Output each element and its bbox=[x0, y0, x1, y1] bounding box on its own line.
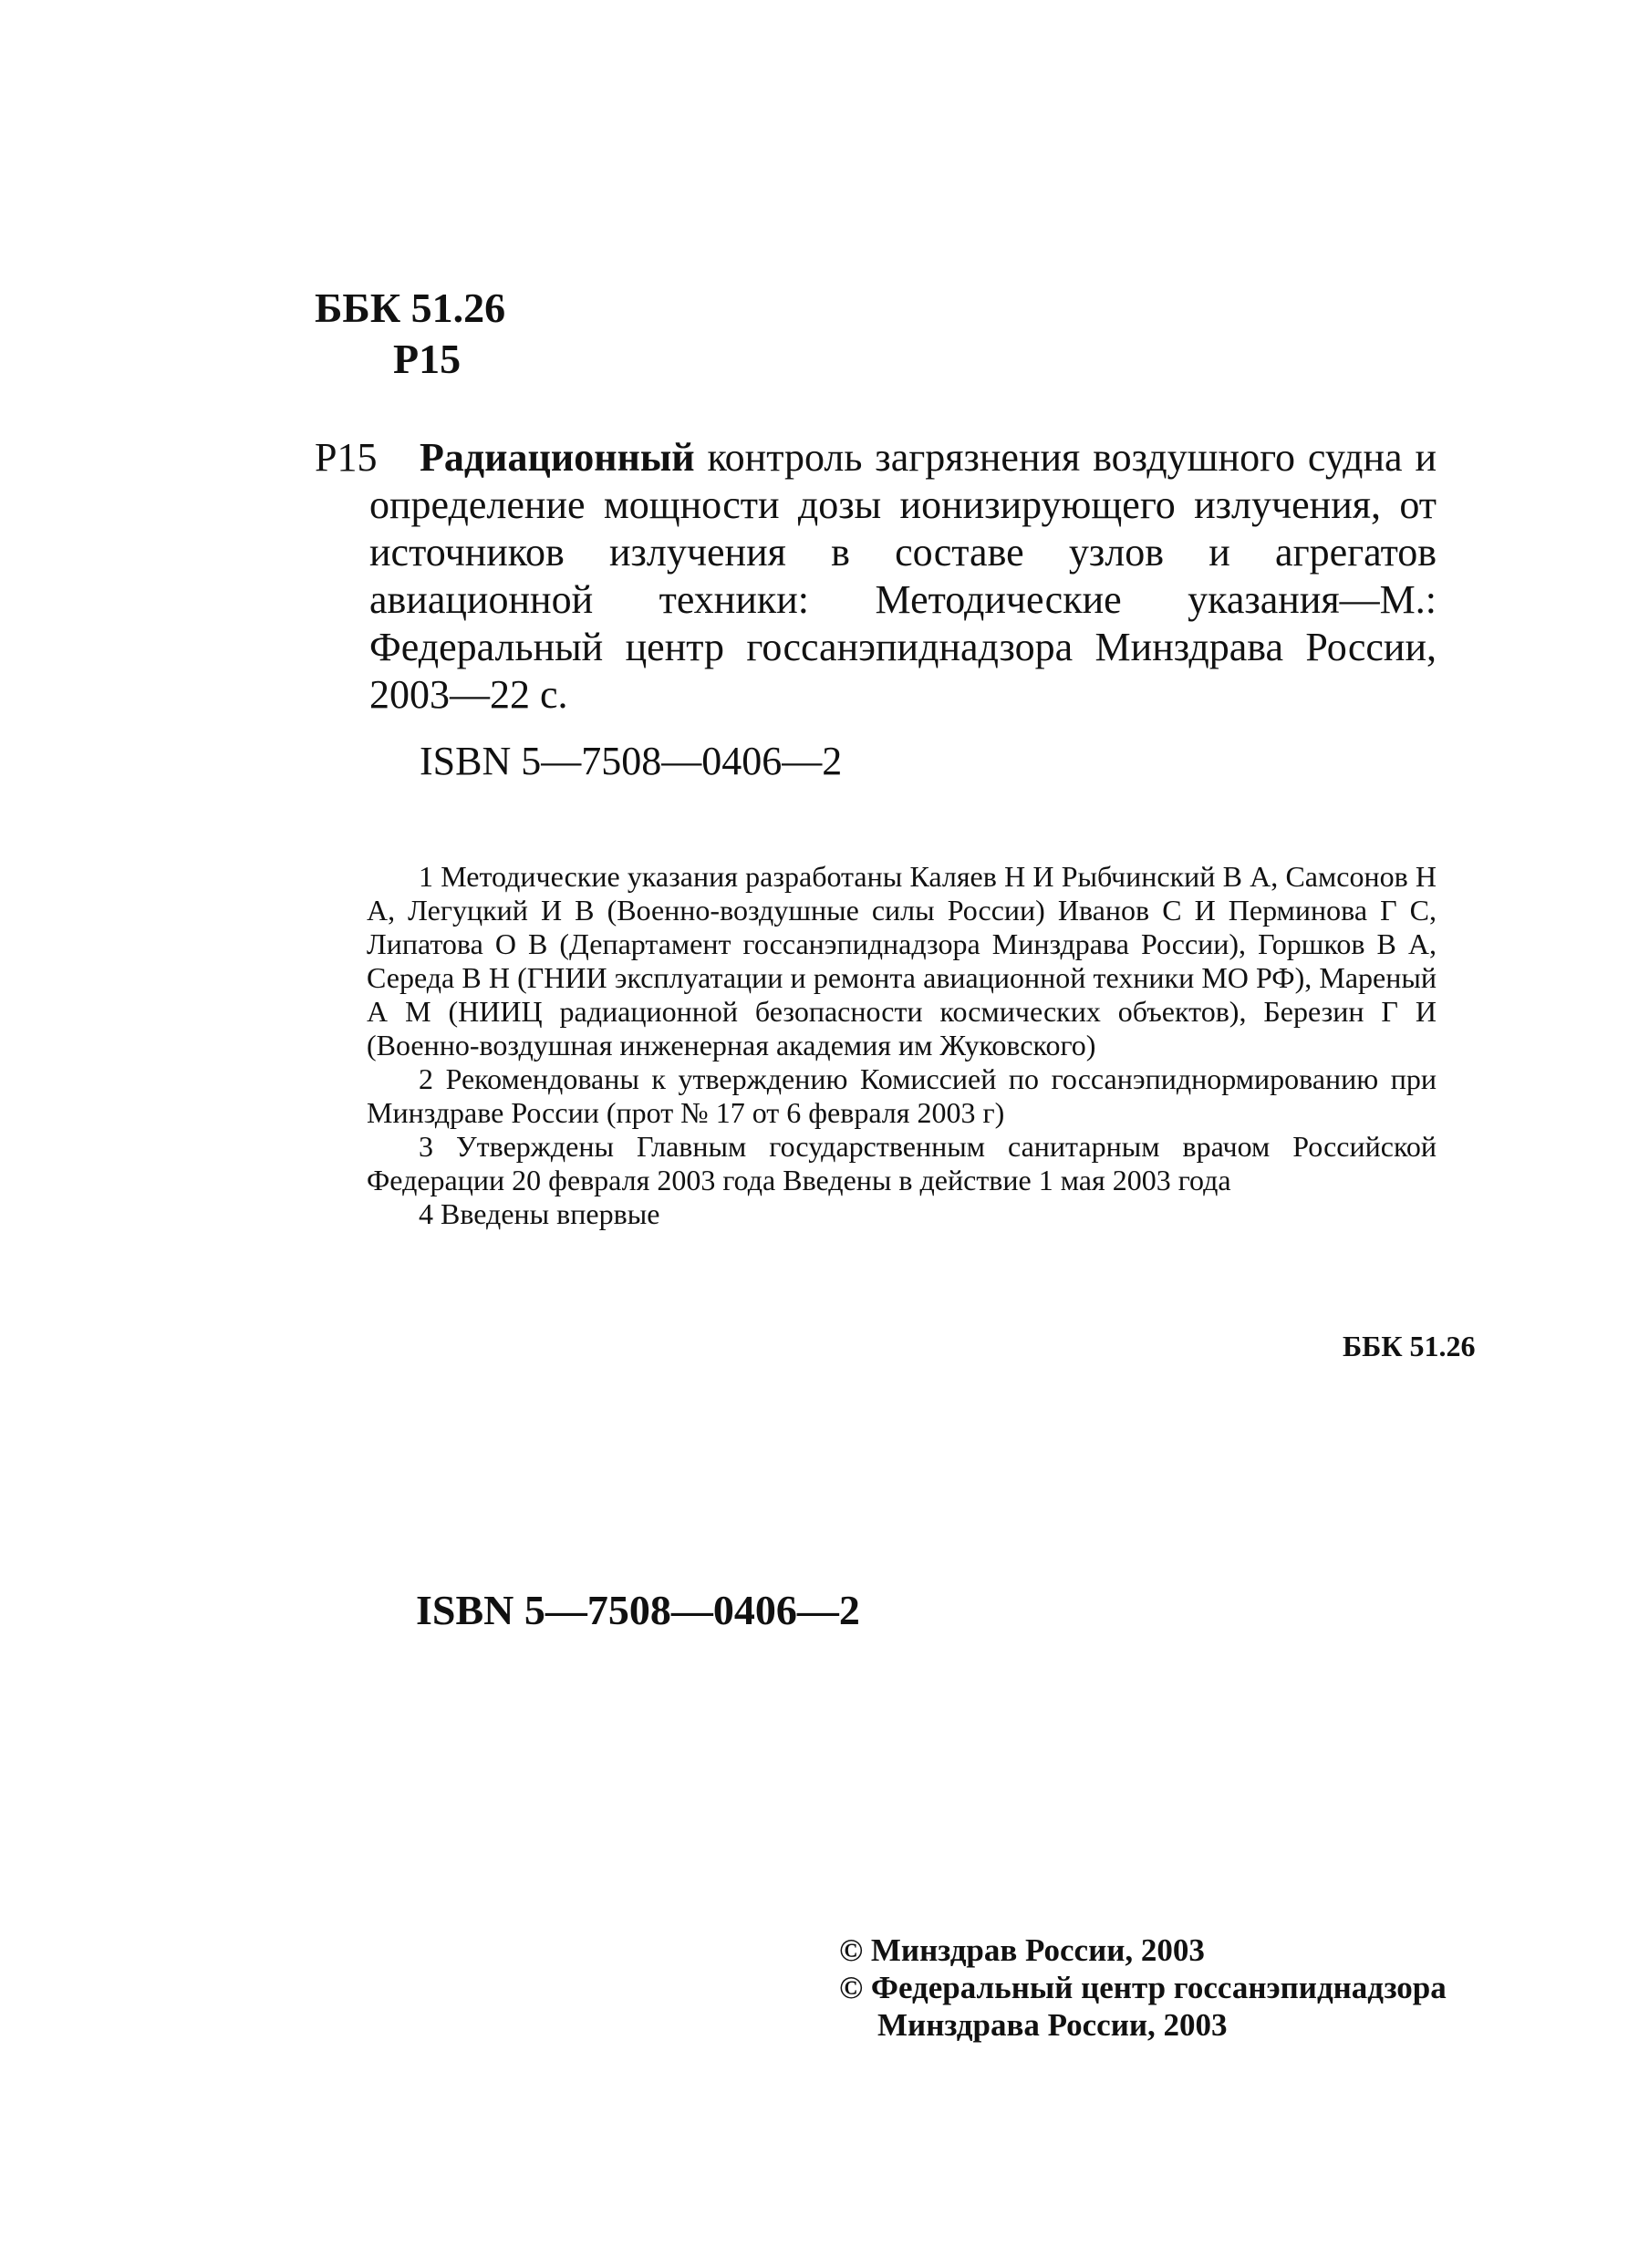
copyright-line: © Минздрав России, 2003 bbox=[839, 1932, 1205, 1968]
copyright-block bbox=[839, 1931, 1447, 2044]
note-item: 1 Методические указания разработаны Каляев Н И Рыбчинский В А, Самсонов Н А, Легуцкий И В (Военно-воздушные силы России) Иванов С И Перминова Г С, Липатова О В (Департамент госсанэпиднадзора Минздрава России), Горшков В А, Середа В Н (ГНИИ эксплуатации и ремонта авиационной техники МО РФ), Мареный А М (НИИЦ радиационной безопасности космических объектов), Березин Г И (Военно-воздушная инженерная академия им Жуковского) bbox=[367, 860, 1437, 1062]
bbk-index-header bbox=[315, 283, 505, 385]
bbk-footer: ББК 51.26 bbox=[1343, 1330, 1476, 1362]
isbn-footer: ISBN 5—7508—0406—2 bbox=[416, 1587, 860, 1633]
note-item: 2 Рекомендованы к утверждению Комиссией по госсанэпиднормированию при Минздраве России (прот № 17 от 6 февраля 2003 г) bbox=[367, 1062, 1437, 1129]
catalog-entry bbox=[315, 434, 1437, 719]
copyright-line: Минздрава России, 2003 bbox=[877, 2007, 1228, 2043]
isbn-main: ISBN 5—7508—0406—2 bbox=[420, 739, 843, 783]
publication-notes bbox=[367, 860, 1437, 1231]
catalog-entry-title: Радиационный bbox=[420, 435, 695, 480]
author-mark: Р15 bbox=[393, 336, 462, 382]
catalog-entry-mark: Р15 bbox=[315, 435, 378, 480]
bbk-code: ББК 51.26 bbox=[315, 285, 506, 331]
catalog-entry-text bbox=[369, 434, 1437, 719]
copyright-line: © Федеральный центр госсанэпиднадзора bbox=[839, 1970, 1447, 2005]
note-item: 4 Введены впервые bbox=[419, 1197, 660, 1230]
note-item: 3 Утверждены Главным государственным санитарным врачом Российской Федерации 20 февраля 2003 года Введены в действие 1 мая 2003 года bbox=[367, 1130, 1437, 1196]
catalog-entry-description: контроль загрязнения воздушного судна и определение мощности дозы ионизирующего излучения, от источников излучения в составе узлов и агрегатов авиационной техники: Методические указания—М.: Федеральный центр госсанэпиднадзора Минздрава России, 2003—22 с. bbox=[369, 435, 1437, 717]
